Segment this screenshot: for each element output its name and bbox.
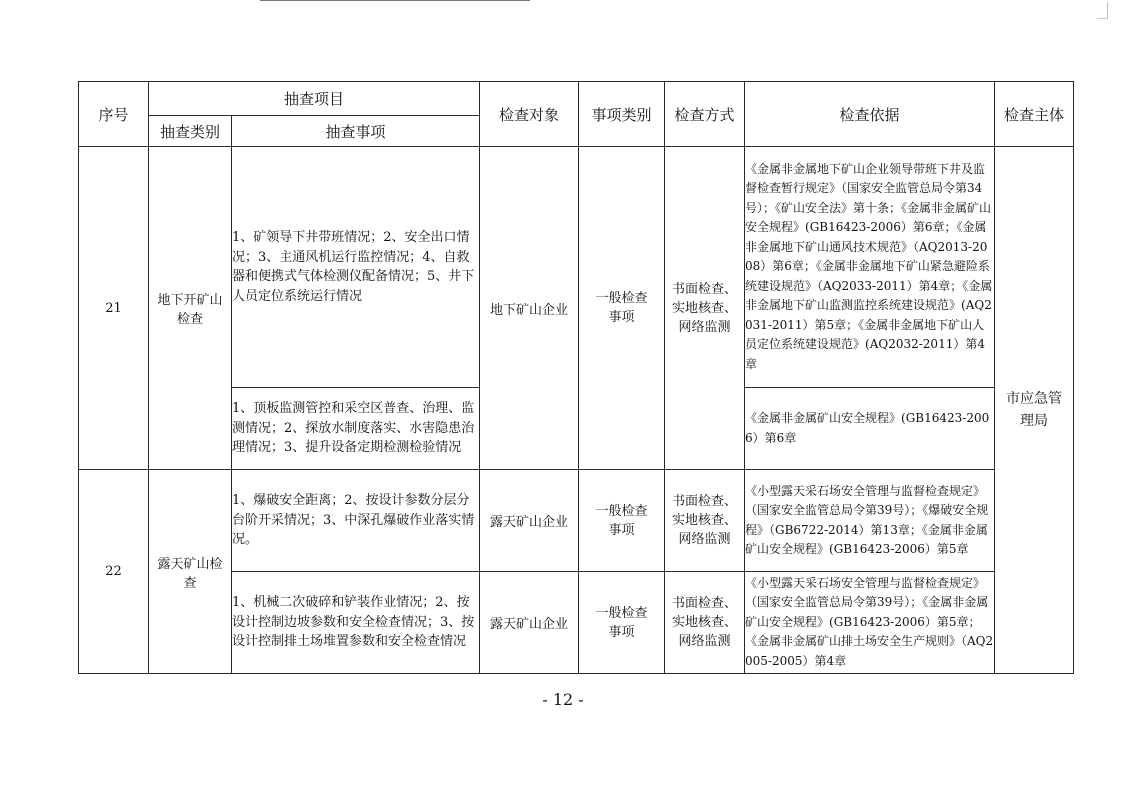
- row-seq: 22: [79, 470, 149, 674]
- table-row: [79, 470, 1074, 572]
- header-seq: 序号: [79, 82, 149, 147]
- row-basis: 《小型露天采石场安全管理与监督检查规定》（国家安全监管总局令第39号）；《金属非金属矿山安全规程》(GB16423-2006）第5章；《金属非金属矿山排土场安全生产规则》（AQ2005-2005）第4章: [745, 572, 995, 674]
- row-basis: 《金属非金属地下矿山企业领导带班下井及监督检查暂行规定》（国家安全监管总局令第34号）；《矿山安全法》第十条；《金属非金属矿山安全规程》(GB16423-2006）第6章；《金属非金属地下矿山通风技术规范》（AQ2013-2008）第6章；《金属非金属地下矿山紧急避险系统建设规范》（AQ2033-2011）第4章；《金属非金属地下矿山监测监控系统建设规范》(AQ2031-2011）第5章；《金属非金属地下矿山人员定位系统建设规范》(AQ2032-2011）第4章: [745, 147, 995, 388]
- row-category: 露天矿山检查: [149, 470, 232, 674]
- header-subject: 检查主体: [995, 82, 1074, 147]
- row-matter: 1、顶板监测管控和采空区普查、治理、监测情况；2、探放水制度落实、水害隐患治理情况；3、提升设备定期检测检验情况: [232, 388, 480, 470]
- header-item-group: 抽查项目: [149, 82, 480, 116]
- row-matter: 1、机械二次破碎和铲装作业情况；2、按设计控制边坡参数和安全检查情况；3、按设计控制排土场堆置参数和安全检查情况: [232, 572, 480, 674]
- page-number: - 12 -: [542, 690, 584, 709]
- row-matter: 1、矿领导下井带班情况；2、安全出口情况；3、主通风机运行监控情况；4、自救器和便携式气体检测仪配备情况；5、井下人员定位系统运行情况: [232, 147, 480, 388]
- table-row: [79, 147, 1074, 388]
- row-type: 一般检查事项: [579, 147, 665, 470]
- row-method: 书面检查、实地核查、网络监测: [665, 470, 745, 572]
- row-category: 地下开矿山检查: [149, 147, 232, 470]
- header-type: 事项类别: [579, 82, 665, 147]
- row-type: 一般检查事项: [579, 470, 665, 572]
- header-category: 抽查类别: [149, 116, 232, 147]
- header-target: 检查对象: [480, 82, 579, 147]
- page-corner-mark: [1097, 2, 1108, 19]
- row-target: 露天矿山企业: [480, 572, 579, 674]
- inspection-table: [78, 81, 1074, 674]
- row-basis: 《金属非金属矿山安全规程》(GB16423-2006）第6章: [745, 388, 995, 470]
- row-subject: 市应急管理局: [995, 147, 1074, 674]
- row-method: 书面检查、实地核查、网络监测: [665, 147, 745, 470]
- row-basis: 《小型露天采石场安全管理与监督检查规定》（国家安全监管总局令第39号）；《爆破安全规程》（GB6722-2014）第13章；《金属非金属矿山安全规程》(GB16423-2006）第5章: [745, 470, 995, 572]
- header-matter: 抽查事项: [232, 116, 480, 147]
- header-basis: 检查依据: [745, 82, 995, 147]
- row-target: 地下矿山企业: [480, 147, 579, 470]
- row-seq: 21: [79, 147, 149, 470]
- row-type: 一般检查事项: [579, 572, 665, 674]
- page-top-edge: [260, 0, 530, 4]
- row-method: 书面检查、实地核查、网络监测: [665, 572, 745, 674]
- header-method: 检查方式: [665, 82, 745, 147]
- row-target: 露天矿山企业: [480, 470, 579, 572]
- row-matter: 1、爆破安全距离；2、按设计参数分层分台阶开采情况；3、中深孔爆破作业落实情况。: [232, 470, 480, 572]
